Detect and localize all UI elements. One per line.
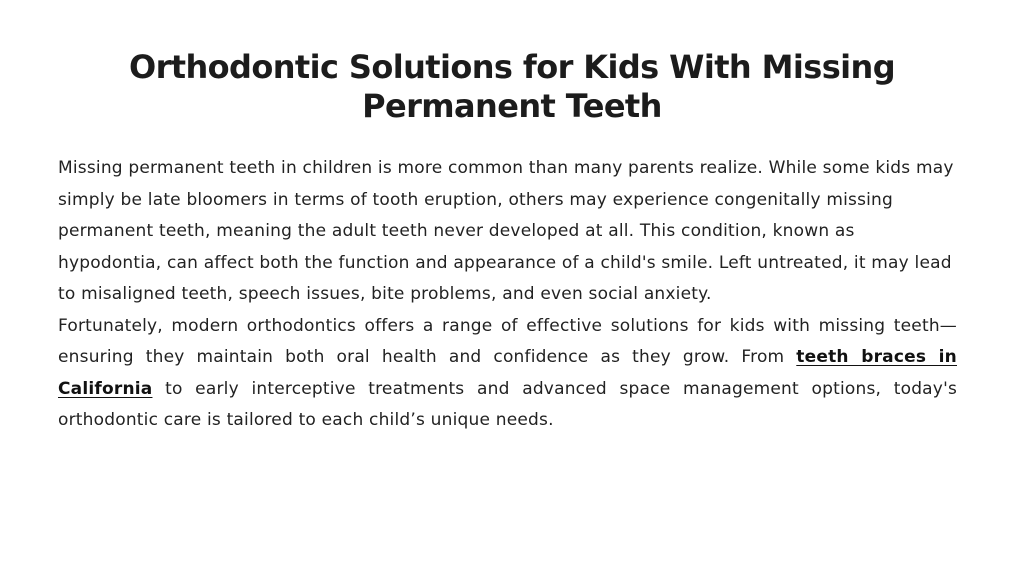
solutions-paragraph bbox=[58, 311, 957, 437]
solutions-text-end: to early interceptive treatments and advanced space management options, today's orthodontic care is tailored to each child’s unique needs. bbox=[58, 378, 957, 430]
solutions-text-start: Fortunately, modern orthodontics offers a range of effective solutions for kids with missing teeth—ensuring they maintain both oral health and confidence as they grow. From bbox=[58, 315, 957, 367]
teeth-braces-link[interactable]: teeth braces in California bbox=[58, 347, 957, 399]
intro-paragraph: Missing permanent teeth in children is more common than many parents realize. While some kids may simply be late bloomers in terms of tooth eruption, others may experience congenitally missing permanent teeth, meaning the adult teeth never developed at all. This condition, known as hypodontia, can affect both the function and appearance of a child's smile. Left untreated, it may lead to misaligned teeth, speech issues, bite problems, and even social anxiety. bbox=[58, 158, 954, 304]
page-title: Orthodontic Solutions for Kids With Missing Permanent Teeth bbox=[128, 48, 896, 125]
body-text bbox=[58, 153, 957, 437]
